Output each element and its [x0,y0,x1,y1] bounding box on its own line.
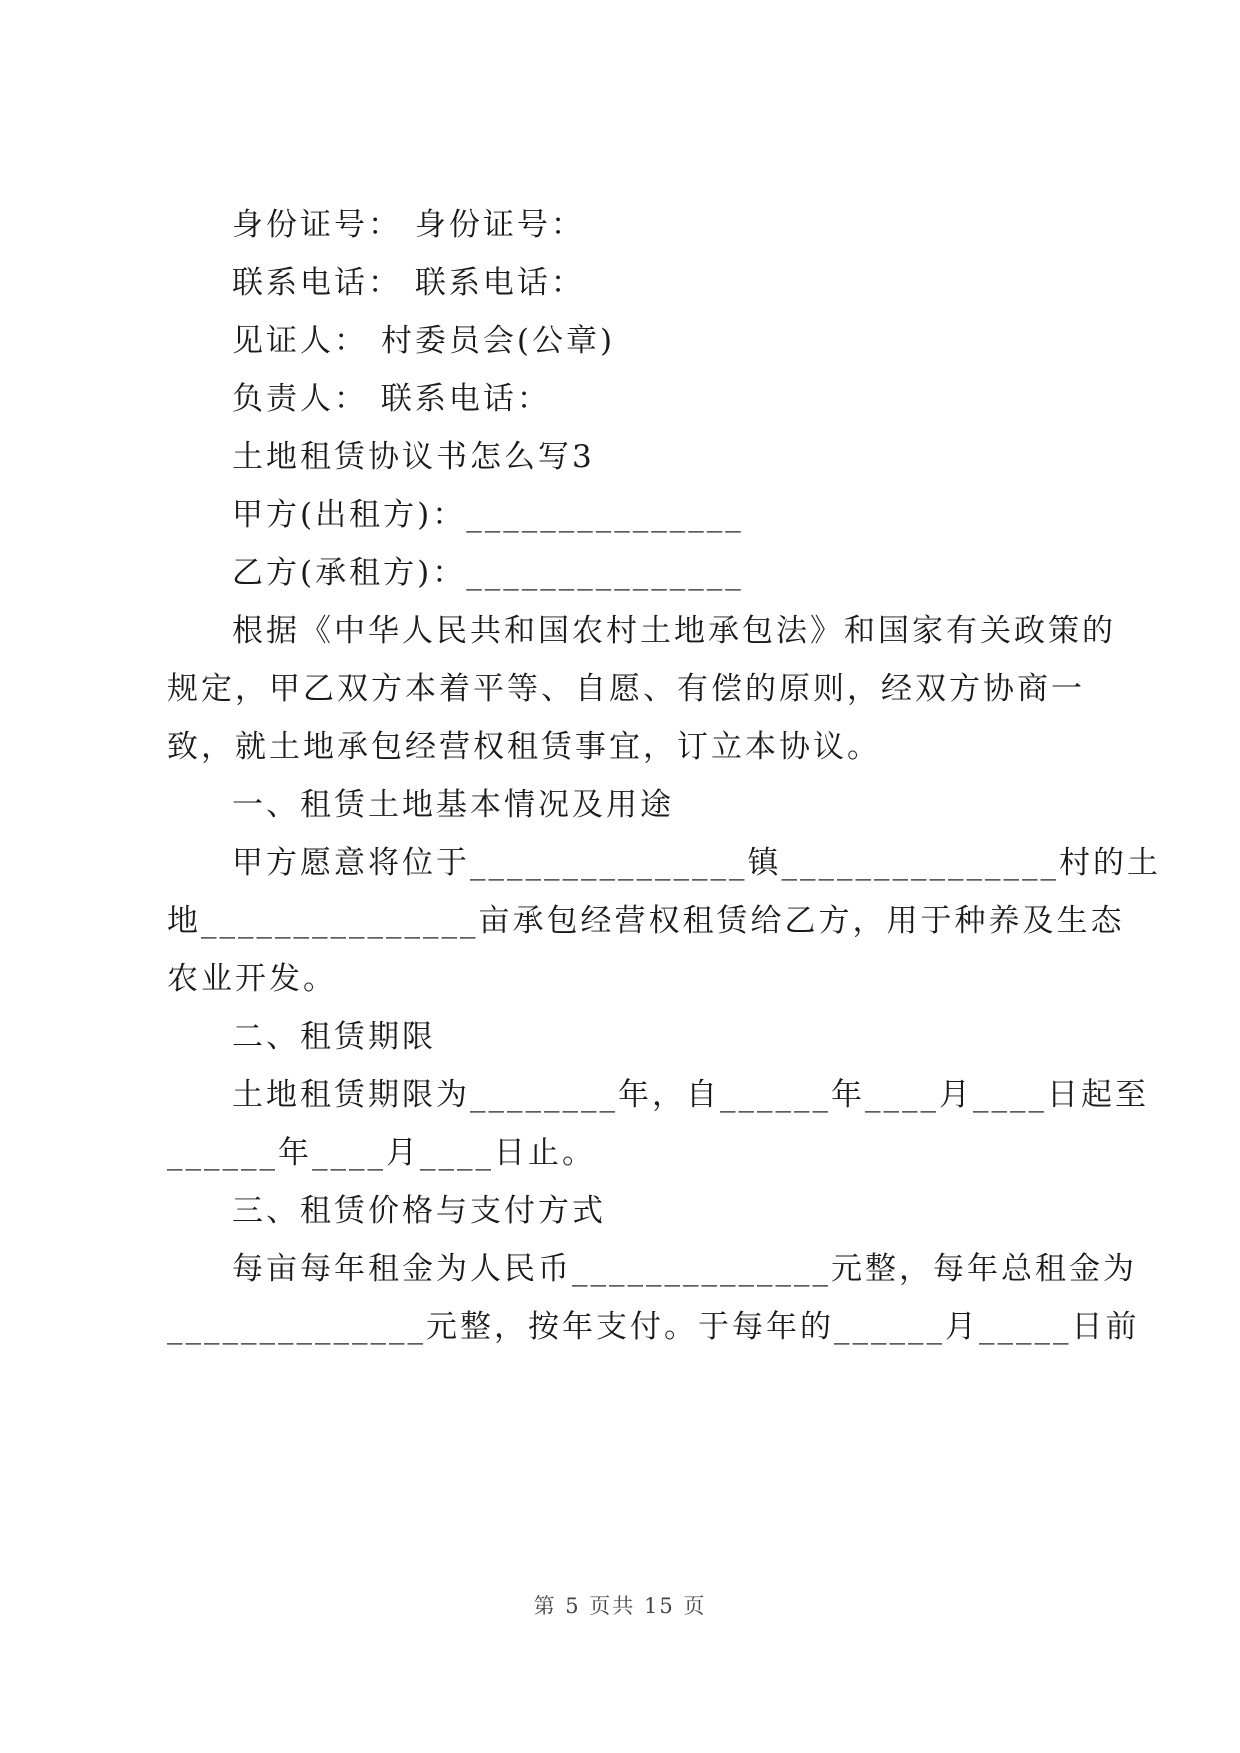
id-number-line: 身份证号： 身份证号： [232,207,585,243]
section-title: 土地租赁协议书怎么写3 [232,439,595,475]
preamble-line-1: 根据《中华人民共和国农村土地承包法》和国家有关政策的 [232,613,1116,649]
clause-3-line-2: ______________元整，按年支付。于每年的______月_____日前 [167,1309,1140,1345]
responsible-person-line: 负责人： 联系电话： [232,381,551,417]
phone-line: 联系电话： 联系电话： [232,265,585,301]
party-b-line: 乙方(承租方)：_______________ [232,555,744,591]
clause-1-line-2: 地_______________亩承包经营权租赁给乙方，用于种养及生态 [167,903,1125,939]
clause-2-heading: 二、租赁期限 [232,1019,436,1055]
witness-line: 见证人： 村委员会(公章) [232,323,616,359]
clause-3-line-1: 每亩每年租金为人民币______________元整，每年总租金为 [232,1251,1137,1287]
clause-1-heading: 一、租赁土地基本情况及用途 [232,787,674,823]
clause-2-line-1: 土地租赁期限为________年，自______年____月____日起至 [232,1077,1149,1113]
page-number-footer: 第 5 页共 15 页 [533,1594,707,1618]
preamble-line-3: 致，就土地承包经营权租赁事宜，订立本协议。 [167,729,881,765]
preamble-line-2: 规定，甲乙双方本着平等、自愿、有偿的原则，经双方协商一 [167,671,1085,707]
party-a-line: 甲方(出租方)：_______________ [232,497,744,533]
clause-3-heading: 三、租赁价格与支付方式 [232,1193,606,1229]
clause-1-line-3: 农业开发。 [167,961,337,997]
clause-1-line-1: 甲方愿意将位于_______________镇_______________村的土 [232,845,1161,881]
clause-2-line-2: ______年____月____日止。 [167,1135,596,1171]
